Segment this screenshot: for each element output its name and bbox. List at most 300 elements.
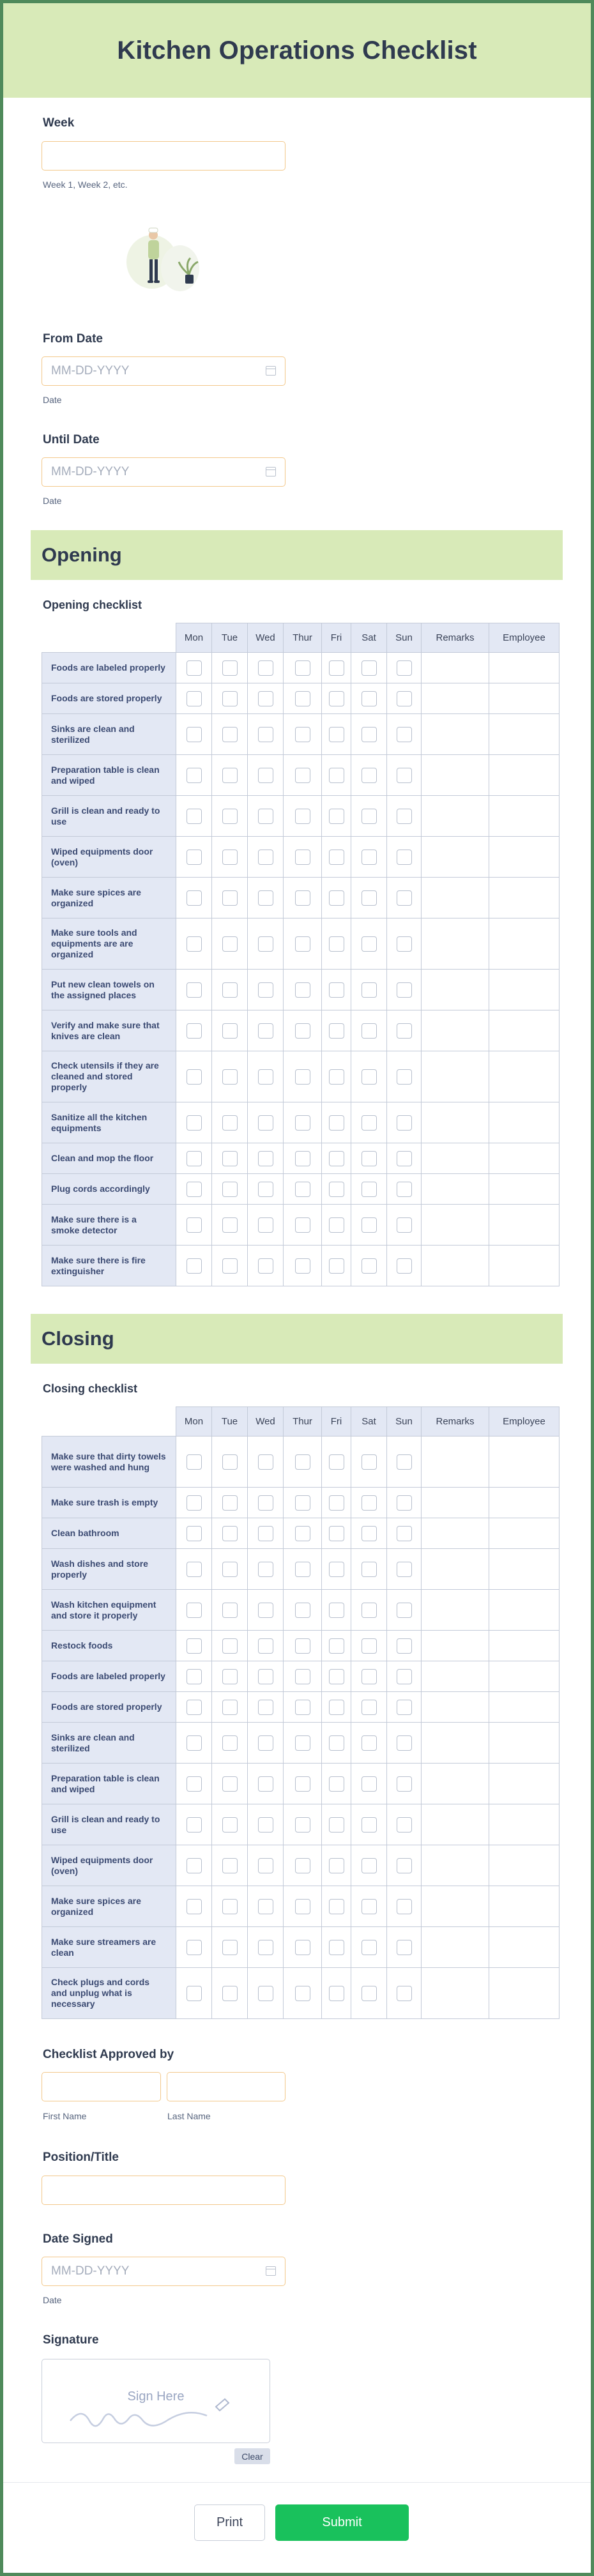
checkbox[interactable] <box>187 1638 202 1654</box>
employee-cell[interactable] <box>489 796 560 837</box>
checkbox[interactable] <box>187 1115 202 1131</box>
checkbox[interactable] <box>397 1495 412 1511</box>
remarks-cell[interactable] <box>422 1102 489 1143</box>
checkbox[interactable] <box>362 1776 377 1792</box>
remarks-cell[interactable] <box>422 1549 489 1590</box>
checkbox[interactable] <box>295 1638 310 1654</box>
checkbox[interactable] <box>222 1495 238 1511</box>
checkbox[interactable] <box>258 1817 273 1833</box>
checkbox[interactable] <box>295 1817 310 1833</box>
checkbox[interactable] <box>362 1115 377 1131</box>
checkbox[interactable] <box>397 982 412 998</box>
checkbox[interactable] <box>258 1217 273 1233</box>
checkbox[interactable] <box>222 1023 238 1039</box>
week-input[interactable] <box>42 141 286 171</box>
remarks-cell[interactable] <box>422 1804 489 1845</box>
checkbox[interactable] <box>295 982 310 998</box>
checkbox[interactable] <box>295 1454 310 1470</box>
checkbox[interactable] <box>329 1151 344 1166</box>
checkbox[interactable] <box>222 1940 238 1955</box>
checkbox[interactable] <box>329 1986 344 2001</box>
checkbox[interactable] <box>187 660 202 676</box>
checkbox[interactable] <box>295 1217 310 1233</box>
remarks-cell[interactable] <box>422 1437 489 1488</box>
submit-button[interactable]: Submit <box>275 2504 409 2541</box>
checkbox[interactable] <box>222 1817 238 1833</box>
remarks-cell[interactable] <box>422 1518 489 1549</box>
checkbox[interactable] <box>295 691 310 706</box>
checkbox[interactable] <box>187 982 202 998</box>
checkbox[interactable] <box>222 1151 238 1166</box>
checkbox[interactable] <box>362 1258 377 1274</box>
checkbox[interactable] <box>295 850 310 865</box>
checkbox[interactable] <box>258 1454 273 1470</box>
checkbox[interactable] <box>329 982 344 998</box>
employee-cell[interactable] <box>489 714 560 755</box>
checkbox[interactable] <box>329 660 344 676</box>
checkbox[interactable] <box>295 1151 310 1166</box>
checkbox[interactable] <box>222 936 238 952</box>
checkbox[interactable] <box>362 1217 377 1233</box>
checkbox[interactable] <box>295 1899 310 1914</box>
checkbox[interactable] <box>329 1023 344 1039</box>
calendar-icon[interactable] <box>266 2266 276 2276</box>
checkbox[interactable] <box>295 1669 310 1684</box>
checkbox[interactable] <box>295 936 310 952</box>
checkbox[interactable] <box>258 727 273 742</box>
checkbox[interactable] <box>397 1899 412 1914</box>
remarks-cell[interactable] <box>422 1205 489 1246</box>
remarks-cell[interactable] <box>422 1886 489 1927</box>
checkbox[interactable] <box>329 1217 344 1233</box>
checkbox[interactable] <box>397 1526 412 1541</box>
checkbox[interactable] <box>258 1023 273 1039</box>
checkbox[interactable] <box>397 1669 412 1684</box>
checkbox[interactable] <box>397 850 412 865</box>
checkbox[interactable] <box>222 982 238 998</box>
checkbox[interactable] <box>329 1735 344 1751</box>
checkbox[interactable] <box>329 1526 344 1541</box>
checkbox[interactable] <box>362 1182 377 1197</box>
day-cell <box>212 1488 248 1518</box>
checkbox[interactable] <box>329 1603 344 1618</box>
checkbox[interactable] <box>397 1700 412 1715</box>
checkbox[interactable] <box>329 1669 344 1684</box>
remarks-cell[interactable] <box>422 878 489 918</box>
checkbox[interactable] <box>295 768 310 783</box>
checkbox[interactable] <box>329 1858 344 1873</box>
employee-cell[interactable] <box>489 1804 560 1845</box>
checkbox[interactable] <box>222 1776 238 1792</box>
day-cell <box>351 1437 387 1488</box>
checkbox[interactable] <box>222 890 238 906</box>
checkbox[interactable] <box>222 691 238 706</box>
checkbox[interactable] <box>397 1151 412 1166</box>
checkbox[interactable] <box>295 1069 310 1085</box>
checkbox[interactable] <box>187 809 202 824</box>
checkbox[interactable] <box>295 660 310 676</box>
checkbox[interactable] <box>362 1638 377 1654</box>
checkbox[interactable] <box>362 1495 377 1511</box>
checkbox[interactable] <box>397 936 412 952</box>
employee-cell[interactable] <box>489 1886 560 1927</box>
checkbox[interactable] <box>187 1940 202 1955</box>
remarks-cell[interactable] <box>422 1488 489 1518</box>
checkbox[interactable] <box>222 1735 238 1751</box>
checkbox[interactable] <box>258 936 273 952</box>
checkbox[interactable] <box>362 1940 377 1955</box>
checkbox[interactable] <box>295 1258 310 1274</box>
checkbox[interactable] <box>362 1899 377 1914</box>
checkbox[interactable] <box>258 1899 273 1914</box>
employee-cell[interactable] <box>489 1437 560 1488</box>
checkbox[interactable] <box>397 1562 412 1577</box>
employee-cell[interactable] <box>489 878 560 918</box>
checkbox[interactable] <box>258 1151 273 1166</box>
checkbox[interactable] <box>397 1023 412 1039</box>
checkbox[interactable] <box>329 1258 344 1274</box>
checkbox[interactable] <box>258 1735 273 1751</box>
checkbox[interactable] <box>258 1069 273 1085</box>
checkbox[interactable] <box>258 768 273 783</box>
checkbox[interactable] <box>362 850 377 865</box>
employee-cell[interactable] <box>489 1143 560 1174</box>
remarks-cell[interactable] <box>422 1723 489 1764</box>
employee-cell[interactable] <box>489 1968 560 2019</box>
checkbox[interactable] <box>258 1940 273 1955</box>
checkbox[interactable] <box>187 1562 202 1577</box>
checkbox[interactable] <box>187 1817 202 1833</box>
checkbox[interactable] <box>258 1562 273 1577</box>
checkbox[interactable] <box>397 1940 412 1955</box>
checkbox[interactable] <box>222 1638 238 1654</box>
remarks-cell[interactable] <box>422 1246 489 1286</box>
checkbox[interactable] <box>295 1562 310 1577</box>
checkbox[interactable] <box>295 1776 310 1792</box>
checkbox[interactable] <box>362 1735 377 1751</box>
checkbox[interactable] <box>222 1115 238 1131</box>
day-cell <box>322 1051 351 1102</box>
calendar-icon[interactable] <box>266 467 276 476</box>
checkbox[interactable] <box>187 1454 202 1470</box>
day-cell <box>322 1174 351 1205</box>
checkbox[interactable] <box>397 1776 412 1792</box>
checkbox[interactable] <box>187 1069 202 1085</box>
checkbox[interactable] <box>222 1700 238 1715</box>
checkbox[interactable] <box>222 1899 238 1914</box>
checkbox[interactable] <box>362 1817 377 1833</box>
checkbox[interactable] <box>329 1182 344 1197</box>
remarks-cell[interactable] <box>422 683 489 714</box>
employee-cell[interactable] <box>489 653 560 683</box>
checkbox[interactable] <box>362 809 377 824</box>
checkbox[interactable] <box>187 1776 202 1792</box>
checkbox[interactable] <box>187 1986 202 2001</box>
checkbox[interactable] <box>362 768 377 783</box>
employee-cell[interactable] <box>489 1205 560 1246</box>
checkbox[interactable] <box>397 809 412 824</box>
remarks-cell[interactable] <box>422 1968 489 2019</box>
checkbox[interactable] <box>295 809 310 824</box>
checkbox[interactable] <box>222 1069 238 1085</box>
checkbox[interactable] <box>362 727 377 742</box>
checkbox[interactable] <box>329 1115 344 1131</box>
checkbox[interactable] <box>187 1258 202 1274</box>
checkbox[interactable] <box>222 850 238 865</box>
checkbox[interactable] <box>397 1638 412 1654</box>
checkbox[interactable] <box>397 1817 412 1833</box>
checkbox[interactable] <box>329 1495 344 1511</box>
checkbox[interactable] <box>295 1495 310 1511</box>
checkbox[interactable] <box>295 1700 310 1715</box>
checkbox[interactable] <box>187 768 202 783</box>
checkbox[interactable] <box>258 691 273 706</box>
checkbox[interactable] <box>187 1735 202 1751</box>
checkbox[interactable] <box>362 1454 377 1470</box>
last-name-input[interactable] <box>167 2072 286 2101</box>
checkbox[interactable] <box>329 1700 344 1715</box>
employee-cell[interactable] <box>489 755 560 796</box>
checkbox[interactable] <box>258 1182 273 1197</box>
remarks-cell[interactable] <box>422 653 489 683</box>
checkbox[interactable] <box>258 1526 273 1541</box>
remarks-cell[interactable] <box>422 970 489 1010</box>
employee-cell[interactable] <box>489 683 560 714</box>
checkbox[interactable] <box>258 1669 273 1684</box>
checkbox[interactable] <box>222 1217 238 1233</box>
checkbox[interactable] <box>258 1700 273 1715</box>
checkbox[interactable] <box>222 1562 238 1577</box>
checkbox[interactable] <box>222 1182 238 1197</box>
checkbox[interactable] <box>329 727 344 742</box>
checkbox[interactable] <box>397 1986 412 2001</box>
checkbox[interactable] <box>329 809 344 824</box>
checkbox[interactable] <box>397 727 412 742</box>
checkbox[interactable] <box>222 727 238 742</box>
checkbox[interactable] <box>329 1562 344 1577</box>
checkbox[interactable] <box>187 727 202 742</box>
employee-cell[interactable] <box>489 1590 560 1631</box>
checkbox[interactable] <box>329 1940 344 1955</box>
checkbox[interactable] <box>397 1454 412 1470</box>
checkbox[interactable] <box>362 691 377 706</box>
employee-cell[interactable] <box>489 1764 560 1804</box>
checkbox[interactable] <box>222 809 238 824</box>
checkbox[interactable] <box>258 1258 273 1274</box>
checkbox[interactable] <box>397 768 412 783</box>
checkbox[interactable] <box>295 1115 310 1131</box>
checkbox[interactable] <box>258 1858 273 1873</box>
checkbox[interactable] <box>362 1526 377 1541</box>
remarks-cell[interactable] <box>422 1631 489 1661</box>
checkbox[interactable] <box>258 1603 273 1618</box>
checkbox[interactable] <box>258 982 273 998</box>
remarks-cell[interactable] <box>422 1692 489 1723</box>
checkbox[interactable] <box>187 1858 202 1873</box>
checkbox[interactable] <box>222 768 238 783</box>
checkbox[interactable] <box>222 660 238 676</box>
signature-pad[interactable] <box>42 2359 270 2443</box>
checkbox[interactable] <box>362 1562 377 1577</box>
checkbox[interactable] <box>329 1638 344 1654</box>
checkbox[interactable] <box>295 1940 310 1955</box>
checkbox[interactable] <box>187 1899 202 1914</box>
employee-cell[interactable] <box>489 1845 560 1886</box>
checkbox[interactable] <box>329 768 344 783</box>
checkbox[interactable] <box>222 1454 238 1470</box>
employee-cell[interactable] <box>489 1631 560 1661</box>
checkbox[interactable] <box>329 1899 344 1914</box>
checkbox[interactable] <box>187 1700 202 1715</box>
remarks-cell[interactable] <box>422 1010 489 1051</box>
day-cell <box>322 755 351 796</box>
checkbox[interactable] <box>295 1182 310 1197</box>
employee-cell[interactable] <box>489 1723 560 1764</box>
checkbox[interactable] <box>397 660 412 676</box>
checkbox[interactable] <box>362 1603 377 1618</box>
checkbox[interactable] <box>397 1603 412 1618</box>
checkbox[interactable] <box>397 1258 412 1274</box>
checkbox[interactable] <box>397 1735 412 1751</box>
checkbox[interactable] <box>329 850 344 865</box>
employee-cell[interactable] <box>489 837 560 878</box>
checkbox[interactable] <box>329 1454 344 1470</box>
checkbox[interactable] <box>397 890 412 906</box>
checkbox[interactable] <box>397 1115 412 1131</box>
employee-cell[interactable] <box>489 1102 560 1143</box>
calendar-icon[interactable] <box>266 366 276 376</box>
checkbox[interactable] <box>187 1151 202 1166</box>
checkbox[interactable] <box>258 890 273 906</box>
checkbox[interactable] <box>187 1669 202 1684</box>
checkbox[interactable] <box>187 850 202 865</box>
checkbox[interactable] <box>362 890 377 906</box>
checkbox[interactable] <box>362 1986 377 2001</box>
checkbox[interactable] <box>362 1700 377 1715</box>
checkbox[interactable] <box>222 1669 238 1684</box>
employee-cell[interactable] <box>489 1488 560 1518</box>
checkbox[interactable] <box>222 1603 238 1618</box>
checkbox[interactable] <box>362 936 377 952</box>
checkbox[interactable] <box>187 1603 202 1618</box>
checkbox[interactable] <box>329 1069 344 1085</box>
employee-cell[interactable] <box>489 1246 560 1286</box>
checkbox[interactable] <box>329 1776 344 1792</box>
checkbox[interactable] <box>222 1526 238 1541</box>
checkbox[interactable] <box>329 1817 344 1833</box>
remarks-cell[interactable] <box>422 714 489 755</box>
checkbox[interactable] <box>329 936 344 952</box>
checkbox[interactable] <box>295 890 310 906</box>
checkbox[interactable] <box>187 936 202 952</box>
remarks-cell[interactable] <box>422 1051 489 1102</box>
employee-cell[interactable] <box>489 1518 560 1549</box>
remarks-cell[interactable] <box>422 1661 489 1692</box>
checkbox[interactable] <box>397 1182 412 1197</box>
checkbox[interactable] <box>362 1023 377 1039</box>
checkbox[interactable] <box>187 691 202 706</box>
checkbox[interactable] <box>258 809 273 824</box>
employee-cell[interactable] <box>489 1051 560 1102</box>
checkbox[interactable] <box>187 1023 202 1039</box>
employee-cell[interactable] <box>489 918 560 970</box>
employee-cell[interactable] <box>489 1010 560 1051</box>
checkbox[interactable] <box>397 691 412 706</box>
remarks-cell[interactable] <box>422 1143 489 1174</box>
checkbox[interactable] <box>295 1986 310 2001</box>
checkbox[interactable] <box>295 727 310 742</box>
day-cell <box>322 837 351 878</box>
remarks-cell[interactable] <box>422 1590 489 1631</box>
employee-cell[interactable] <box>489 1174 560 1205</box>
checkbox[interactable] <box>397 1069 412 1085</box>
checkbox[interactable] <box>258 1986 273 2001</box>
employee-cell[interactable] <box>489 970 560 1010</box>
employee-cell[interactable] <box>489 1692 560 1723</box>
employee-cell[interactable] <box>489 1661 560 1692</box>
checkbox[interactable] <box>258 660 273 676</box>
date-signed-input[interactable] <box>42 2257 286 2286</box>
checkbox[interactable] <box>258 1115 273 1131</box>
print-button[interactable]: Print <box>194 2504 265 2541</box>
checkbox[interactable] <box>362 1069 377 1085</box>
checkbox[interactable] <box>187 1526 202 1541</box>
checkbox[interactable] <box>295 1858 310 1873</box>
position-input[interactable] <box>42 2176 286 2205</box>
checkbox[interactable] <box>258 1638 273 1654</box>
checkbox[interactable] <box>362 1858 377 1873</box>
first-name-input[interactable] <box>42 2072 161 2101</box>
checkbox[interactable] <box>187 1217 202 1233</box>
day-cell <box>248 1205 284 1246</box>
until-date-input[interactable] <box>42 457 286 487</box>
checkbox[interactable] <box>362 1151 377 1166</box>
checkbox[interactable] <box>329 890 344 906</box>
checkbox[interactable] <box>362 1669 377 1684</box>
clear-signature-button[interactable]: Clear <box>234 2448 270 2464</box>
checkbox[interactable] <box>258 1776 273 1792</box>
checkbox[interactable] <box>397 1217 412 1233</box>
remarks-cell[interactable] <box>422 1927 489 1968</box>
remarks-cell[interactable] <box>422 837 489 878</box>
checkbox[interactable] <box>295 1023 310 1039</box>
remarks-cell[interactable] <box>422 755 489 796</box>
checkbox[interactable] <box>222 1858 238 1873</box>
checkbox[interactable] <box>222 1986 238 2001</box>
remarks-cell[interactable] <box>422 1764 489 1804</box>
employee-cell[interactable] <box>489 1927 560 1968</box>
checkbox[interactable] <box>295 1603 310 1618</box>
checkbox[interactable] <box>397 1858 412 1873</box>
remarks-cell[interactable] <box>422 1845 489 1886</box>
checkbox[interactable] <box>362 660 377 676</box>
checkbox[interactable] <box>222 1258 238 1274</box>
from-date-input[interactable] <box>42 356 286 386</box>
employee-cell[interactable] <box>489 1549 560 1590</box>
checkbox[interactable] <box>295 1526 310 1541</box>
checkbox[interactable] <box>295 1735 310 1751</box>
checkbox[interactable] <box>187 1182 202 1197</box>
remarks-cell[interactable] <box>422 796 489 837</box>
checkbox[interactable] <box>258 850 273 865</box>
checkbox[interactable] <box>187 1495 202 1511</box>
remarks-cell[interactable] <box>422 918 489 970</box>
checkbox[interactable] <box>362 982 377 998</box>
remarks-cell[interactable] <box>422 1174 489 1205</box>
checkbox[interactable] <box>329 691 344 706</box>
checkbox[interactable] <box>258 1495 273 1511</box>
checkbox[interactable] <box>187 890 202 906</box>
